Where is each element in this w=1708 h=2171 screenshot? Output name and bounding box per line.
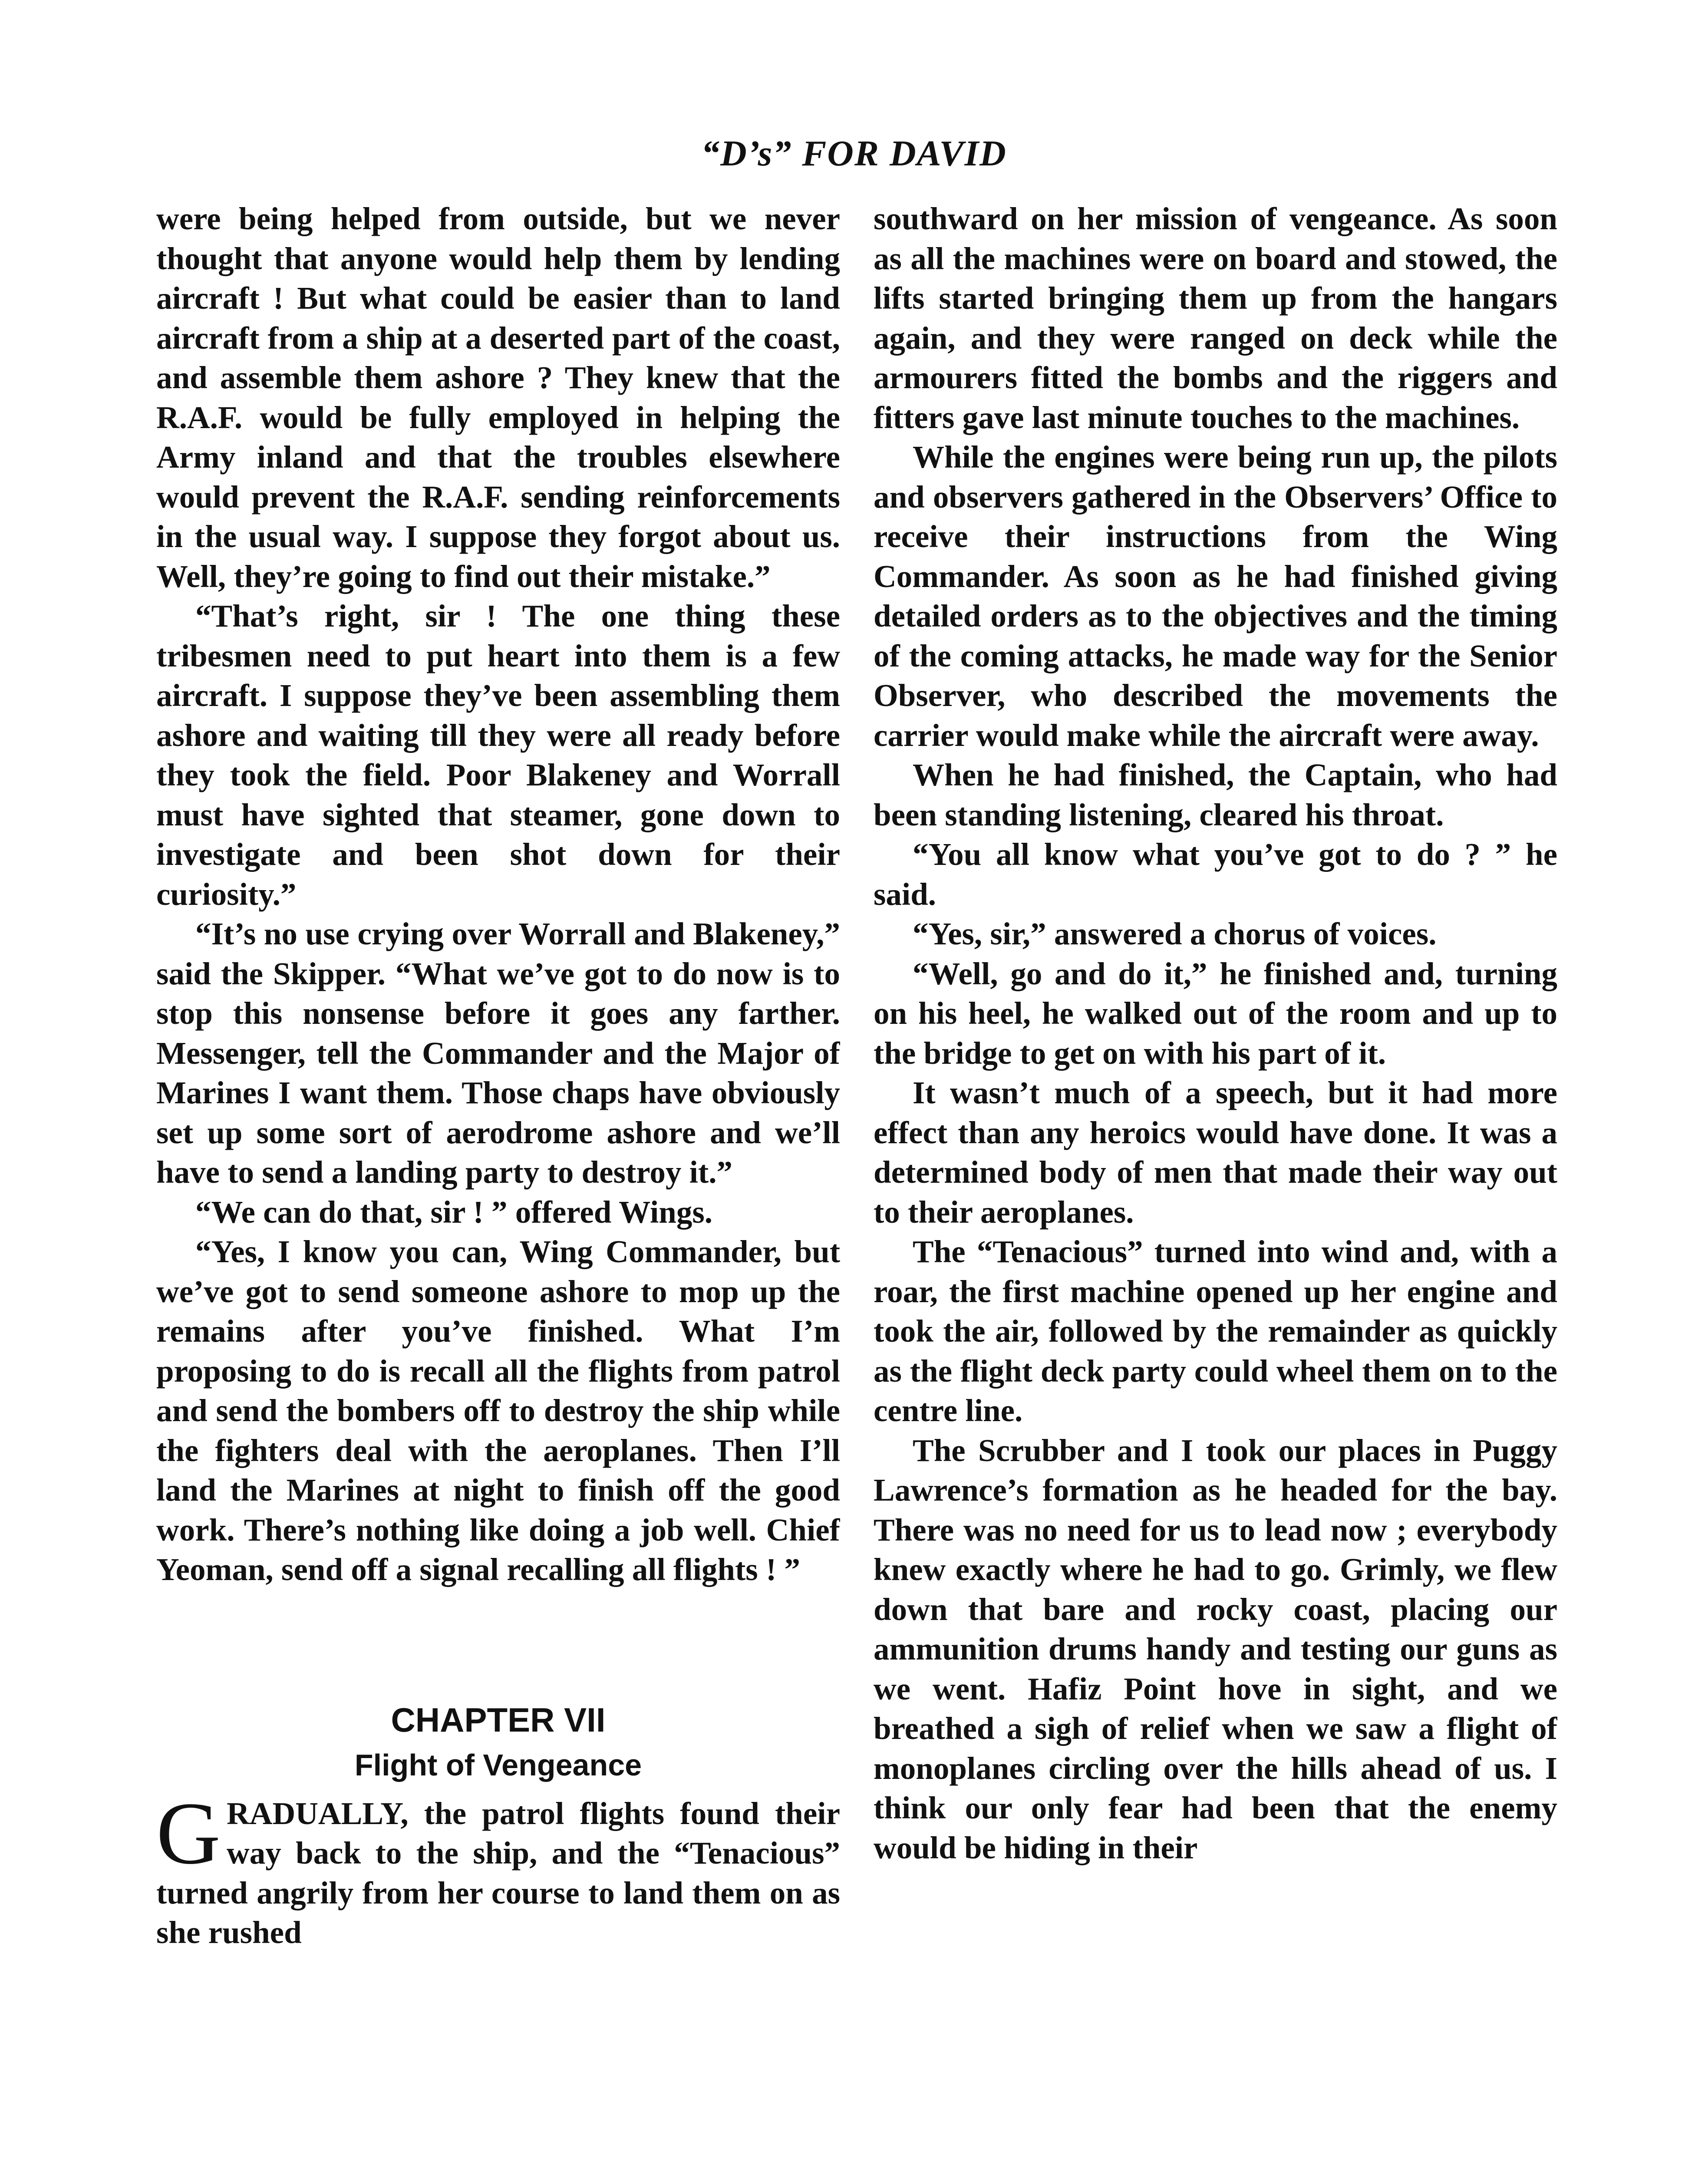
paragraph: “We can do that, sir ! ” offered Wings.	[195, 1194, 713, 1230]
chapter-opening-text: RADUALLY, the patrol flights found their way back to the ship, and the “Tenacious” turned angrily from her course to land them on as she rushed	[156, 1795, 840, 1950]
paragraph: While the engines were being run up, the pilots and observers gathered in the Observers’ Office to receive their instructions from the Wing Commander. As soon as he had finished giving detailed orders as to the objectives and the timing of the coming attacks, he made way for the Senior Observer, who described the movements the carrier would make while the aircraft were away.	[874, 439, 1557, 753]
paragraph: When he had finished, the Captain, who had been standing listening, cleared his throat.	[874, 757, 1557, 832]
paragraph: “It’s no use crying over Worrall and Blakeney,” said the Skipper. “What we’ve got to do now is to stop this nonsense before it goes any farther. Messenger, tell the Commander and the Major of Marines I want them. Those chaps have obviously set up some sort of aerodrome ashore and we’ll have to send a landing party to destroy it.”	[156, 916, 840, 1190]
right-column	[874, 199, 1557, 2171]
paragraph: The Scrubber and I took our places in Puggy Lawrence’s formation as he headed for the bay. There was no need for us to lead now ; everybody knew exactly where he had to go. Grimly, we flew down that bare and rocky coast, placing our ammunition drums handy and testing our guns as we went. Hafiz Point hove in sight, and we breathed a sigh of relief when we saw a flight of monoplanes circling over the hills ahead of us. I think our only fear had been that the enemy would be hiding in their	[874, 1432, 1557, 1865]
page-title: “D’s” FOR DAVID	[701, 133, 1007, 174]
paragraph: “Well, go and do it,” he finished and, turning on his heel, he walked out of the room and up to the bridge to get on with his part of it.	[874, 956, 1557, 1071]
chapter-opening-paragraph	[156, 1784, 840, 1953]
paragraph: were being helped from outside, but we never thought that anyone would help them by lending aircraft ! But what could be easier than to land aircraft from a ship at a deserted part of the coast, and assemble them ashore ? They knew that the R.A.F. would be fully employed in helping the Army inland and that the troubles elsewhere would prevent the R.A.F. sending reinforcements in the usual way. I suppose they forgot about us. Well, they’re going to find out their mistake.”	[156, 201, 840, 594]
left-column	[156, 199, 840, 2171]
chapter-subtitle: Flight of Vengeance	[354, 1748, 642, 1782]
paragraph: “You all know what you’ve got to do ? ” he said.	[874, 837, 1557, 912]
chapter-heading: CHAPTER VII	[391, 1700, 606, 1739]
paragraph: It wasn’t much of a speech, but it had more effect than any heroics would have done. It was a determined body of men that made their way out to their aeroplanes.	[874, 1075, 1557, 1230]
paragraph: The “Tenacious” turned into wind and, with a roar, the first machine opened up her engine and took the air, followed by the remainder as quickly as the flight deck party could wheel them on to the centre line.	[874, 1234, 1557, 1428]
drop-cap-letter: G	[156, 1784, 221, 1883]
paragraph: southward on her mission of vengeance. As soon as all the machines were on board and stowed, the lifts started bringing them up from the hangars again, and they were ranged on deck while the armourers fitted the bombs and the riggers and fitters gave last minute touches to the machines.	[874, 201, 1557, 435]
paragraph: “That’s right, sir ! The one thing these tribesmen need to put heart into them is a few aircraft. I suppose they’ve been assembling them ashore and waiting till they were all ready before they took the field. Poor Blakeney and Worrall must have sighted that steamer, gone down to investigate and been shot down for their curiosity.”	[156, 598, 840, 912]
paragraph: “Yes, sir,” answered a chorus of voices.	[913, 916, 1437, 951]
paragraph: “Yes, I know you can, Wing Commander, but we’ve got to send someone ashore to mop up the remains after you’ve finished. What I’m proposing to do is recall all the flights from patrol and send the bombers off to destroy the ship while the fighters deal with the aeroplanes. Then I’ll land the Marines at night to finish off the good work. There’s nothing like doing a job well. Chief Yeoman, send off a signal recalling all flights ! ”	[156, 1234, 840, 1587]
